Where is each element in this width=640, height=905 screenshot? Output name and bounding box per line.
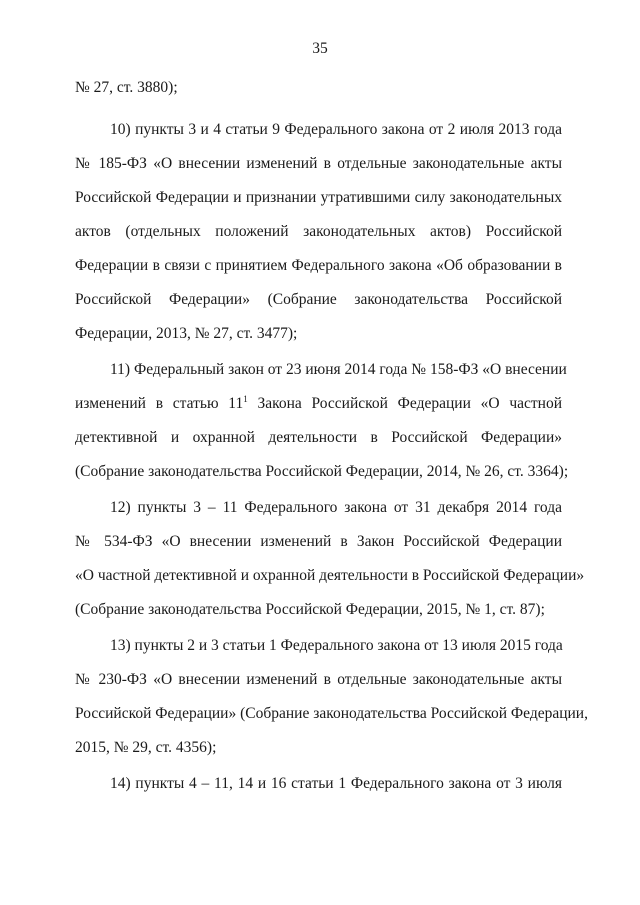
superscript: 1 [243, 394, 248, 404]
paragraph-10-line: Российской Федерации» (Собрание законодательства Российской [75, 291, 562, 308]
paragraph-10-line: 10) пункты 3 и 4 статьи 9 Федерального закона от 2 июля 2013 года [110, 121, 562, 138]
paragraph-11-line: (Собрание законодательства Российской Федерации, 2014, № 26, ст. 3364); [75, 463, 569, 480]
text-segment: изменений в статью 11 [75, 395, 244, 412]
paragraph-10-line: Федерации, 2013, № 27, ст. 3477); [75, 325, 298, 342]
paragraph-13-line: 2015, № 29, ст. 4356); [75, 739, 217, 756]
paragraph-14-line: 14) пункты 4 – 11, 14 и 16 статьи 1 Федерального закона от 3 июля [110, 775, 562, 792]
paragraph-13-line: 13) пункты 2 и 3 статьи 1 Федерального закона от 13 июля 2015 года [110, 637, 563, 654]
paragraph-12-line: № 534-ФЗ «О внесении изменений в Закон Российской Федерации [75, 533, 562, 550]
paragraph-10-line: актов (отдельных положений законодательных актов) Российской [75, 223, 562, 240]
paragraph-11-line: детективной и охранной деятельности в Российской Федерации» [75, 429, 562, 446]
paragraph-12-line: (Собрание законодательства Российской Федерации, 2015, № 1, ст. 87); [75, 601, 545, 618]
paragraph-10-line: № 185-ФЗ «О внесении изменений в отдельные законодательные акты [75, 155, 562, 172]
paragraph-12-line: 12) пункты 3 – 11 Федерального закона от 31 декабря 2014 года [110, 499, 562, 516]
paragraph-11-line: 11) Федеральный закон от 23 июня 2014 года № 158-ФЗ «О внесении [110, 361, 567, 378]
paragraph-10-line: Российской Федерации и признании утратившими силу законодательных [75, 189, 562, 206]
paragraph-13-line: Российской Федерации» (Собрание законодательства Российской Федерации, [75, 705, 588, 722]
page-number: 35 [312, 40, 328, 57]
text-line: № 27, ст. 3880); [75, 79, 178, 96]
paragraph-11-line [75, 394, 562, 414]
text-segment: Закона Российской Федерации «О частной [247, 395, 562, 412]
paragraph-13-line: № 230-ФЗ «О внесении изменений в отдельные законодательные акты [75, 671, 562, 688]
paragraph-12-line: «О частной детективной и охранной деятельности в Российской Федерации» [75, 567, 585, 584]
paragraph-10-line: Федерации в связи с принятием Федерального закона «Об образовании в [75, 257, 562, 274]
